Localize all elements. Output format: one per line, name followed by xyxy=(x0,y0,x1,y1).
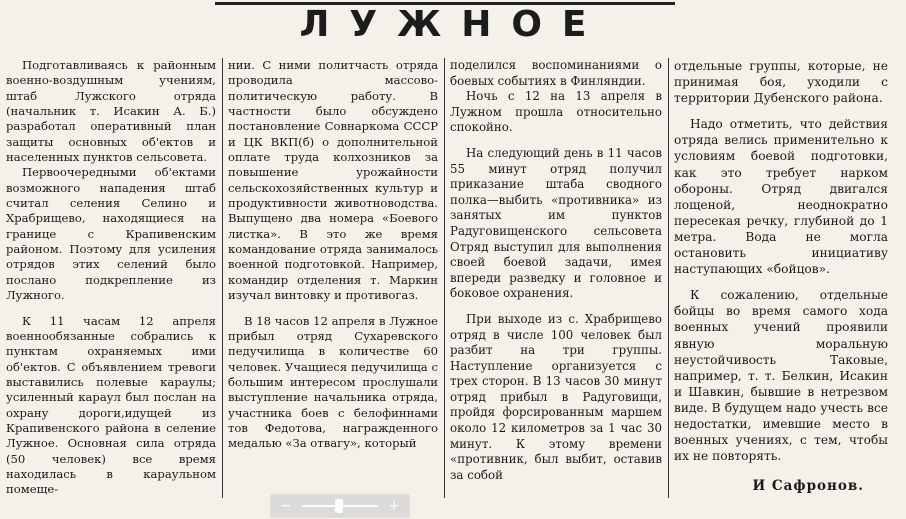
paragraph: нии. С ними политчасть отряда проводила массово-политическую работу. В частности было обсуждено постановление Совнаркома СССР и ЦК ВКП(б) о дополнительной оплате труда колхозников за повышение урожайности сельскохозяйственных культур и продуктивности животноводства. Выпущено два номера «Боевого листка». В это же время командование отряда занималось военной подготовкой. Например, командир отделения т. Маркин изучал винтовку и противогаз. xyxy=(228,58,438,303)
zoom-toolbar xyxy=(270,494,410,518)
article-title: ЛУЖНОЕ xyxy=(299,4,607,45)
column-divider xyxy=(444,58,445,498)
paragraph: Первоочередными об'ектами возможного нападения штаб считал селения Селино и Храбрищево, находящиеся на границе с Крапивенским районом. Поэтому для усиления отрядов этих селений было послано подкрепление из Лужного. xyxy=(6,165,216,303)
column-divider xyxy=(222,58,223,498)
paragraph: К 11 часам 12 апреля военнообязанные собрались к пунктам охраняемых ими об'ектов. С объявлением тревоги выставились полевые караулы; усиленный караул был послан на охрану дороги,идущей из Крапивенского района в селение Лужное. Основная сила отряда (50 человек) все время находилась в караульном помеще- xyxy=(6,313,216,497)
column-4 xyxy=(674,58,888,498)
paragraph: Надо отметить, что действия отряда велись применительно к условиям боевой подготовки, как это требует нарком обороны. Отряд двигался лощеной, неоднократно пересекая речку, глубиной до 1 метра. Вода не могла остановить инициативу наступающих «бойцов». xyxy=(674,117,888,277)
paragraph: поделился воспоминаниями о боевых событиях в Финляндии. xyxy=(450,58,662,88)
zoom-in-button[interactable]: + xyxy=(388,498,400,514)
paragraph: К сожалению, отдельные бойцы во время самого хода военных учений проявили явную моральную неустойчивость Таковые, например, т. т. Белкин, Исакин и Шавкин, бывшие в нетрезвом виде. В будущем надо учесть все недостатки, имевшие место в военных учениях, с тем, чтобы их не повторять. xyxy=(674,288,888,464)
paragraph: Ночь с 12 на 13 апреля в Лужном прошла относительно спокойно. xyxy=(450,89,662,135)
paragraph: В 18 часов 12 апреля в Лужное прибыл отряд Сухаревского педучилища в количестве 60 человек. Учащиеся педучилища с большим интересом прослушали выступление начальника отряда, участника боев с белофиннами тов Федотова, награжденного медалью «За отвагу», который xyxy=(228,313,438,451)
column-1 xyxy=(6,58,216,498)
zoom-out-button[interactable]: − xyxy=(280,498,292,514)
column-2 xyxy=(228,58,438,498)
article-body xyxy=(2,58,902,498)
column-divider xyxy=(668,58,669,498)
author-signature: И Сафронов. xyxy=(752,478,864,495)
paragraph: Подготавливаясь к районным военно-воздушным учениям, штаб Лужского отряда (начальник т. Исакин А. Б.) разработал оперативный план защиты основных об'ектов и населенных пунктов сельсовета. xyxy=(6,58,216,165)
column-3 xyxy=(450,58,662,498)
paragraph: При выходе из с. Храбрищево отряд в числе 100 человек был разбит на три группы. Наступление организуется с трех сторон. В 13 часов 30 минут отряд прибыл в Радуговищи, пройдя форсированным маршем около 12 километров за 1 час 30 минут. К этому времени «противник, был выбит, оставив за собой xyxy=(450,311,662,482)
paragraph: отдельные группы, которые, не принимая боя, уходили с территории Дубенского района. xyxy=(674,59,888,106)
paragraph: На следующий день в 11 часов 55 минут отряд получил приказание штаба сводного полка—выбить «противника» из занятых им пунктов Радуговищенского сельсовета Отряд выступил для выполнения своей боевой задачи, имея впереди разведку и головное и боковое охранения. xyxy=(450,145,662,301)
zoom-slider-handle[interactable] xyxy=(335,499,343,513)
